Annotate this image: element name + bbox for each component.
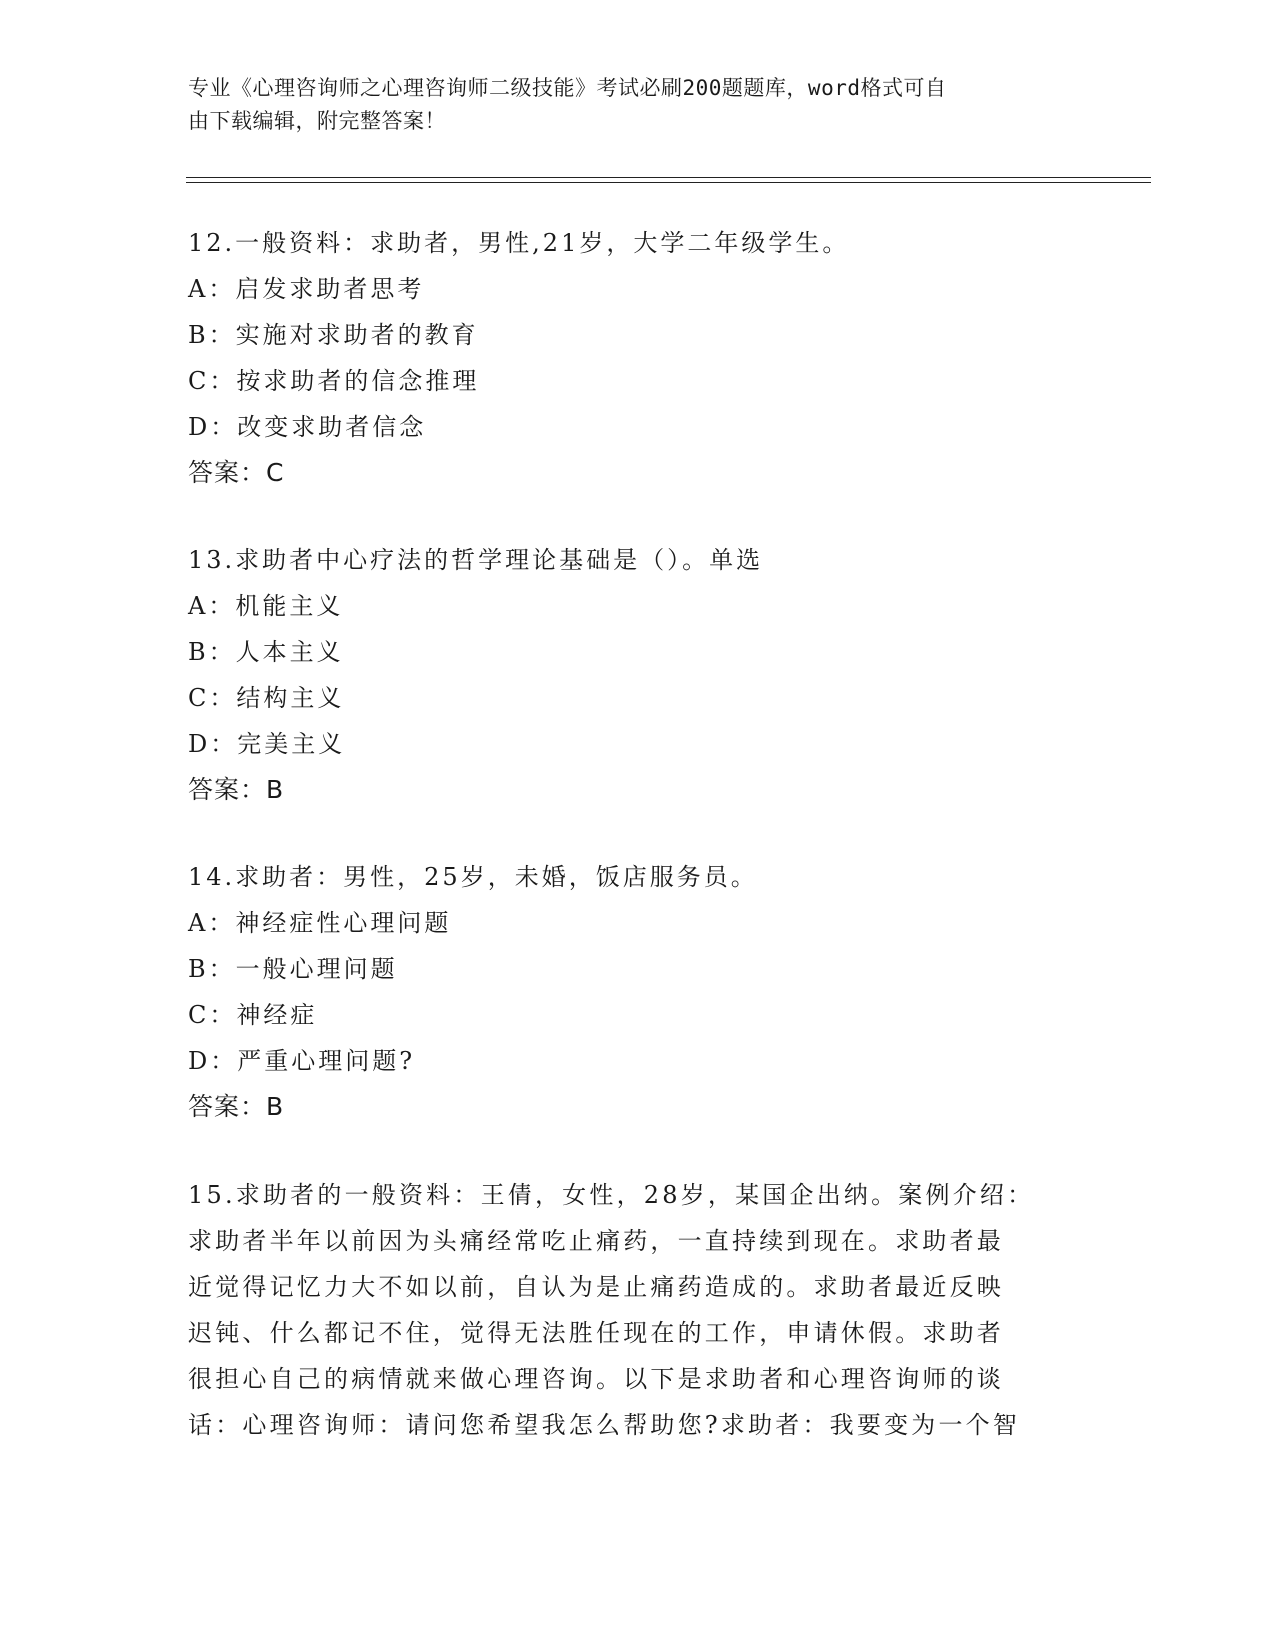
option-d: D：完美主义 xyxy=(188,730,346,758)
question-15 xyxy=(188,1172,1088,1448)
answer: 答案：C xyxy=(188,458,285,487)
option-c: C：神经症 xyxy=(188,1001,318,1029)
question-15-line-5: 很担心自己的病情就来做心理咨询。以下是求助者和心理咨询师的谈 xyxy=(188,1365,1004,1393)
question-15-line-2: 求助者半年以前因为头痛经常吃止痛药，一直持续到现在。求助者最 xyxy=(188,1227,1004,1255)
question-13 xyxy=(188,537,1088,813)
question-stem: 12.一般资料：求助者，男性,21岁，大学二年级学生。 xyxy=(188,229,850,257)
header-divider-top xyxy=(186,177,1151,178)
question-12 xyxy=(188,220,1088,496)
option-d: D：严重心理问题? xyxy=(188,1047,416,1075)
question-15-line-4: 迟钝、什么都记不住，觉得无法胜任现在的工作，申请休假。求助者 xyxy=(188,1319,1004,1347)
option-c: C：按求助者的信念推理 xyxy=(188,367,480,395)
option-c: C：结构主义 xyxy=(188,684,345,712)
answer: 答案：B xyxy=(188,1092,285,1121)
document-header xyxy=(188,72,1068,138)
option-d: D：改变求助者信念 xyxy=(188,413,427,441)
option-a: A：启发求助者思考 xyxy=(188,275,425,303)
option-b: B：实施对求助者的教育 xyxy=(188,321,479,349)
option-a: A：机能主义 xyxy=(188,592,344,620)
option-b: B：人本主义 xyxy=(188,638,344,666)
option-b: B：一般心理问题 xyxy=(188,955,398,983)
option-a: A：神经症性心理问题 xyxy=(188,909,452,937)
question-stem: 14.求助者：男性，25岁，未婚，饭店服务员。 xyxy=(188,863,758,891)
question-stem: 13.求助者中心疗法的哲学理论基础是（）。单选 xyxy=(188,546,764,574)
answer: 答案：B xyxy=(188,775,285,804)
question-15-line-6: 话：心理咨询师：请问您希望我怎么帮助您?求助者：我要变为一个智 xyxy=(188,1411,1021,1439)
header-divider-bottom xyxy=(186,182,1151,183)
header-line-1: 专业《心理咨询师之心理咨询师二级技能》考试必刷200题题库，word格式可自 xyxy=(188,76,947,100)
header-line-2: 由下载编辑，附完整答案！ xyxy=(188,109,446,133)
question-14 xyxy=(188,854,1088,1130)
question-15-line-3: 近觉得记忆力大不如以前，自认为是止痛药造成的。求助者最近反映 xyxy=(188,1273,1004,1301)
question-15-line-1: 15.求助者的一般资料：王倩，女性，28岁，某国企出纳。案例介绍： xyxy=(188,1181,1035,1209)
